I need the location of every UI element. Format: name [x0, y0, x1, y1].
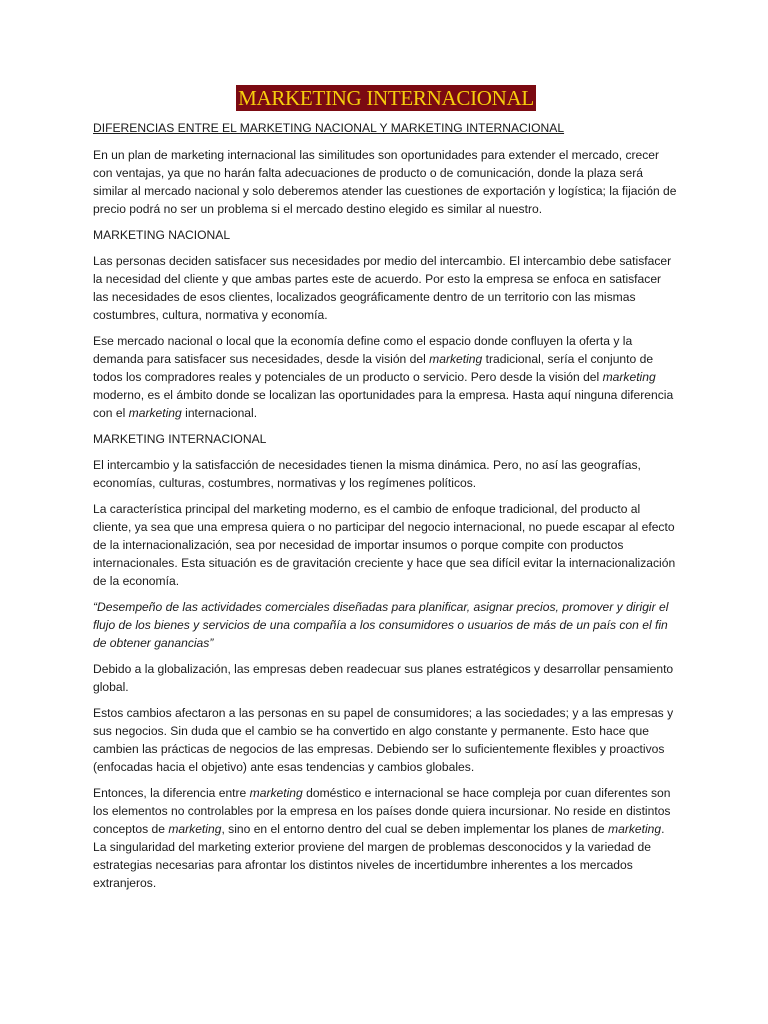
italic-term: marketing — [608, 822, 662, 836]
text-run: Ese mercado nacional o local que la economía define como el espacio donde confluyen la oferta y la demanda para satisfacer sus necesidades, desde la visión del — [93, 334, 633, 366]
document-title: MARKETING INTERNACIONAL — [238, 86, 534, 110]
text-run: doméstico e internacional se hace compleja por cuan diferentes son los elementos no controlables por la empresa en los países donde quiera incursionar. No reside en distintos conceptos de — [93, 786, 671, 836]
italic-term: marketing — [249, 786, 303, 800]
cambios-paragraph: Estos cambios afectaron a las personas en su papel de consumidores; a las sociedades; y a las empresas y sus negocios. Sin duda que el cambio se ha convertido en algo constante y permanente. Esto hace que cambien las prácticas de negocios de las empresas. Debiendo ser lo suficientemente flexibles y proactivos (enfocadas hacia el objetivo) ante esas tendencias y cambios globales. — [93, 706, 674, 774]
globalizacion-paragraph: Debido a la globalización, las empresas deben readecuar sus planes estratégicos y desarrollar pensamiento global. — [93, 662, 674, 694]
heading-marketing-internacional: MARKETING INTERNACIONAL — [93, 432, 267, 446]
text-run: . La singularidad del marketing exterior proviene del margen de problemas desconocidos y la variedad de estrategias necesarias para afrontar los distintos niveles de incertidumbre inherentes a los mercados extranjeros. — [93, 822, 665, 890]
italic-term: marketing — [128, 406, 182, 420]
nacional-paragraph-1: Las personas deciden satisfacer sus necesidades por medio del intercambio. El intercambio debe satisfacer la necesidad del cliente y que ambas partes este de acuerdo. Por esto la empresa se enfoca en satisfacer las necesidades de esos clientes, localizados geográficamente dentro de un territorio con las mismas costumbres, cultura, normativa y economía. — [93, 254, 672, 322]
final-paragraph — [93, 784, 679, 892]
nacional-paragraph-2 — [93, 332, 679, 422]
text-run: , sino en el entorno dentro del cual se deben implementar los planes de — [221, 822, 605, 836]
intro-paragraph: En un plan de marketing internacional las similitudes son oportunidades para extender el mercado, crecer con ventajas, ya que no harán falta adecuaciones de producto o de comunicación, donde la plaza será similar al mercado nacional y solo deberemos atender las cuestiones de exportación y logística; la fijación de precio podrá no ser un problema si el mercado destino elegido es similar al nuestro. — [93, 148, 677, 216]
title-wrapper — [93, 85, 679, 111]
definition-quote: “Desempeño de las actividades comerciales diseñadas para planificar, asignar precios, promover y dirigir el flujo de los bienes y servicios de una compañía a los consumidores o usuarios de más de un país con el fin de obtener ganancias” — [93, 600, 669, 650]
text-run: Entonces, la diferencia entre — [93, 786, 247, 800]
document-subtitle: DIFERENCIAS ENTRE EL MARKETING NACIONAL Y MARKETING INTERNACIONAL — [93, 121, 565, 135]
internacional-paragraph-1: El intercambio y la satisfacción de necesidades tienen la misma dinámica. Pero, no así las geografías, economías, culturas, costumbres, normativas y los regímenes políticos. — [93, 458, 641, 490]
internacional-paragraph-2: La característica principal del marketing moderno, es el cambio de enfoque tradicional, del producto al cliente, ya sea que una empresa quiera o no participar del negocio internacional, no puede escapar al efecto de la internacionalización, sea por necesidad de importar insumos o porque compite con productos internacionales. Esta situación es de gravitación creciente y hace que sea difícil evitar la internacionalización de la economía. — [93, 502, 676, 588]
heading-marketing-nacional: MARKETING NACIONAL — [93, 228, 231, 242]
italic-term: marketing — [602, 370, 656, 384]
italic-term: marketing — [429, 352, 483, 366]
text-run: tradicional, sería el conjunto de todos los compradores reales y potenciales de un producto o servicio. Pero desde la visión del — [93, 352, 654, 384]
text-run: internacional. — [185, 406, 258, 420]
text-run: moderno, es el ámbito donde se localizan las oportunidades para la empresa. Hasta aquí ninguna diferencia con el — [93, 388, 674, 420]
document-page — [93, 85, 679, 900]
italic-term: marketing — [168, 822, 222, 836]
